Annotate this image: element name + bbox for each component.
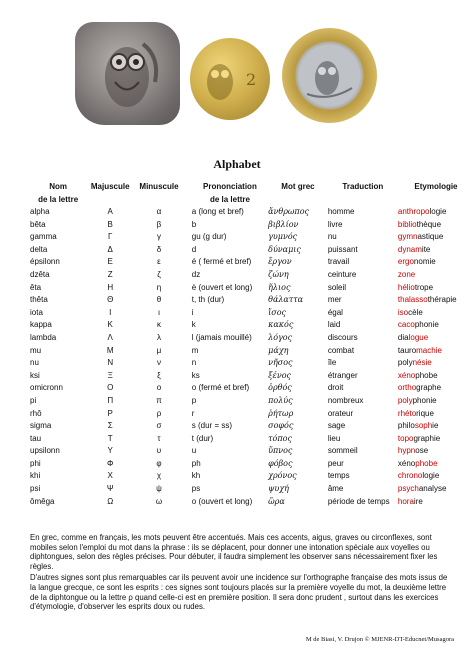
- cell-grec: βιβλίον: [268, 219, 299, 229]
- cell-min: ξ: [157, 370, 161, 380]
- cell-ety: hypnose: [397, 446, 429, 456]
- coin-photos: [0, 0, 474, 150]
- svg-text:2: 2: [246, 70, 257, 89]
- cell-pron: s (dur = ss): [191, 421, 232, 431]
- table-row: [30, 256, 474, 269]
- cell-min: ε: [157, 257, 161, 267]
- cell-maj: Κ: [107, 320, 113, 330]
- cell-maj: Σ: [107, 421, 113, 431]
- cell-pron: r: [191, 408, 195, 418]
- cell-grec: νῆσος: [268, 358, 293, 368]
- euro-coin-image: [282, 28, 377, 123]
- cell-grec: ἄνθρωπος: [268, 207, 309, 216]
- cell-min: χ: [156, 471, 162, 481]
- column-header-lowercase: Minuscule: [139, 182, 179, 191]
- cell-maj: Ψ: [106, 484, 114, 494]
- cell-min: μ: [156, 345, 162, 355]
- cell-grec: ἴσος: [268, 307, 287, 317]
- cell-trad: nombreux: [327, 395, 364, 405]
- cell-ety: rhétorique: [397, 408, 434, 418]
- cell-trad: peur: [327, 458, 344, 468]
- cell-grec: μάχη: [268, 345, 289, 355]
- cell-grec: ἔργον: [268, 257, 292, 267]
- column-header-name: Nom: [49, 182, 68, 191]
- cell-maj: Υ: [107, 446, 113, 456]
- cell-ety: topographie: [397, 433, 441, 443]
- cell-min: α: [156, 207, 162, 216]
- cell-min: η: [156, 282, 162, 292]
- cell-name: êta: [30, 282, 42, 292]
- table-row: [30, 357, 474, 370]
- cell-grec: θάλαττα: [268, 295, 304, 305]
- cell-min: β: [156, 219, 162, 229]
- cell-pron: ph: [191, 458, 201, 468]
- cell-grec: ὕπνος: [268, 446, 293, 456]
- cell-name: dzêta: [30, 269, 50, 279]
- cell-trad: sommeil: [327, 446, 358, 456]
- cell-trad: discours: [327, 332, 358, 342]
- table-body: [30, 206, 474, 508]
- table-row: [30, 408, 474, 421]
- cell-ety: anthropologie: [397, 207, 447, 216]
- cell-pron: a (long et bref): [191, 207, 244, 216]
- cell-min: θ: [156, 295, 162, 305]
- cell-name: tau: [30, 433, 42, 443]
- column-header-translation: Traduction: [342, 182, 384, 191]
- table-row: [30, 395, 474, 408]
- cell-min: υ: [156, 446, 162, 456]
- cell-ety: xénophobe: [397, 458, 438, 468]
- cell-maj: Ω: [107, 496, 114, 506]
- cell-trad: île: [327, 358, 337, 368]
- cell-ety: tauromachie: [397, 345, 442, 355]
- cell-maj: Β: [107, 219, 113, 229]
- cell-pron: l (jamais mouillé): [191, 332, 252, 342]
- cell-pron: gu (g dur): [191, 232, 227, 242]
- cell-name: sigma: [30, 421, 52, 431]
- cell-trad: lieu: [327, 433, 341, 443]
- cell-ety: héliotrope: [397, 282, 434, 292]
- cell-maj: Χ: [107, 471, 113, 481]
- cell-min: ζ: [157, 269, 161, 279]
- table-row: [30, 382, 474, 395]
- cell-name: kappa: [30, 320, 52, 330]
- cell-name: rhô: [30, 408, 42, 418]
- cell-trad: droit: [327, 383, 344, 393]
- cell-grec: ψυχή: [268, 484, 289, 494]
- cell-pron: u: [191, 446, 197, 456]
- cell-pron: o (ouvert et long): [191, 496, 253, 506]
- cell-maj: Π: [107, 395, 114, 405]
- table-row: [30, 345, 474, 358]
- cell-min: κ: [156, 320, 161, 330]
- cell-maj: Η: [107, 282, 114, 292]
- cell-pron: n: [191, 358, 197, 368]
- cell-maj: Α: [107, 207, 113, 216]
- cell-pron: o (fermé et bref): [191, 383, 250, 393]
- cell-ety: gymnastique: [397, 232, 444, 242]
- cell-min: ω: [155, 496, 163, 506]
- cell-ety: bibliothèque: [397, 219, 442, 229]
- cell-maj: Ζ: [107, 269, 113, 279]
- credit-line: M de Biasi, V. Drujon © MJENR-DT-Educnet/Musagora: [305, 636, 454, 643]
- cell-trad: puissant: [327, 244, 358, 254]
- cell-maj: Γ: [108, 232, 113, 242]
- cell-name: bêta: [30, 219, 46, 229]
- cell-name: upsilonn: [30, 446, 60, 456]
- cell-pron: é ( fermé et bref): [191, 257, 252, 267]
- cell-grec: τόπος: [268, 433, 292, 443]
- cell-name: nu: [30, 358, 39, 368]
- cell-grec: ἥλιος: [268, 282, 291, 292]
- cell-min: ο: [156, 383, 162, 393]
- cell-pron: è (ouvert et long): [191, 282, 253, 292]
- table-row: [30, 332, 474, 345]
- cell-name: lambda: [30, 332, 57, 342]
- cell-pron: k: [191, 320, 196, 330]
- cell-grec: ζώνη: [268, 269, 289, 279]
- cell-ety: polynésie: [397, 358, 432, 368]
- cell-grec: ῥήτωρ: [268, 408, 294, 418]
- cell-pron: d: [191, 244, 197, 254]
- cell-ety: cacophonie: [397, 320, 439, 330]
- column-header-greek-word: Mot grec: [281, 182, 315, 191]
- cell-pron: ps: [191, 484, 201, 494]
- cell-ety: xénophobe: [397, 370, 438, 380]
- cell-maj: Ν: [107, 358, 114, 368]
- cell-ety: dialogue: [397, 332, 429, 342]
- cell-trad: âme: [327, 484, 344, 494]
- alphabet-table: [30, 180, 474, 508]
- table-row: [30, 470, 474, 483]
- cell-min: ν: [156, 358, 161, 368]
- cell-pron: dz: [191, 269, 201, 279]
- cell-pron: p: [191, 395, 197, 405]
- cell-name: épsilonn: [30, 257, 60, 267]
- table-row: [30, 244, 474, 257]
- column-header-pronunciation-line2: de la lettre: [209, 195, 250, 204]
- table-row: [30, 294, 474, 307]
- notes: [30, 533, 450, 614]
- table-row: [30, 282, 474, 295]
- cell-pron: t (dur): [191, 433, 214, 443]
- cell-grec: κακός: [268, 320, 294, 330]
- cell-ety: zone: [397, 269, 416, 279]
- table-header-row: [30, 180, 474, 193]
- cell-name: gamma: [30, 232, 57, 242]
- cell-maj: Λ: [107, 332, 113, 342]
- cell-grec: ὥρα: [268, 496, 285, 506]
- cell-trad: égal: [327, 307, 343, 317]
- cell-grec: φόβος: [268, 458, 293, 468]
- cell-min: ρ: [156, 408, 162, 418]
- table-row: [30, 319, 474, 332]
- cell-min: γ: [156, 232, 161, 242]
- cell-maj: Ε: [107, 257, 113, 267]
- cell-grec: δύναμις: [268, 244, 301, 254]
- cell-min: ι: [158, 307, 160, 317]
- cell-trad: laid: [327, 320, 341, 330]
- cell-maj: Φ: [107, 458, 114, 468]
- table-row: [30, 206, 474, 219]
- cell-grec: γυμνός: [268, 232, 298, 242]
- table-row: [30, 433, 474, 446]
- note-esprits: D'autres signes sont plus remarquables car ils peuvent avoir une incidence sur l'orthographe française des mots issus de la langue grecque, ce sont les esprits : ces signes sont toujours placés sur la première voyelle du mot, la deuxième lettre de la diphtongue ou la lettre ρ quand celle-ci est en première position. Il sera donc prudent , surtout dans les exercices d'étymologie, d'observer les esprits doux ou rudes.: [30, 573, 448, 612]
- cell-name: delta: [30, 244, 48, 254]
- cell-min: δ: [156, 244, 162, 254]
- table-row: [30, 231, 474, 244]
- ancient-owl-coin-image: [75, 22, 180, 125]
- cell-name: phi: [30, 458, 41, 468]
- cell-pron: m: [191, 345, 199, 355]
- table-row: [30, 219, 474, 232]
- cell-pron: kh: [191, 471, 201, 481]
- cell-ety: dynamite: [397, 244, 431, 254]
- cell-trad: étranger: [327, 370, 358, 380]
- cell-maj: Θ: [107, 295, 114, 305]
- table-row: [30, 445, 474, 458]
- cell-maj: Τ: [107, 433, 113, 443]
- cell-trad: ceinture: [327, 269, 357, 279]
- table-row: [30, 483, 474, 496]
- cell-pron: b: [191, 219, 197, 229]
- cell-ety: orthographe: [397, 383, 442, 393]
- note-accents: En grec, comme en français, les mots peuvent être accentués. Mais ces accents, aigus, graves ou circonflexes, sont mobiles selon l'emploi du mot dans la phrase : ils se déplacent, pour donner une intonation spéciale aux voyelles ou diphtongues, selon des règles précises. Pour débuter, il faudra simplement les observer sans nécessairement fixer les règles.: [30, 533, 438, 571]
- cell-ety: ergonomie: [397, 257, 436, 267]
- cell-trad: combat: [327, 345, 355, 355]
- cell-name: thêta: [30, 295, 48, 305]
- table-header-row-2: [30, 193, 474, 206]
- drachma-coin-image: [190, 38, 270, 120]
- column-header-etymology: Etymologie: [414, 182, 458, 191]
- cell-min: τ: [157, 433, 161, 443]
- column-header-name-line2: de la lettre: [38, 195, 79, 204]
- cell-trad: sage: [327, 421, 346, 431]
- cell-min: ψ: [156, 484, 162, 494]
- cell-grec: σοφός: [268, 421, 294, 431]
- cell-name: psi: [30, 484, 41, 494]
- cell-pron: ks: [191, 370, 200, 380]
- cell-grec: ξένος: [268, 370, 291, 380]
- cell-trad: période de temps: [327, 496, 390, 506]
- cell-pron: t, th (dur): [191, 295, 225, 305]
- cell-trad: livre: [327, 219, 343, 229]
- cell-grec: χρόνος: [268, 471, 297, 481]
- cell-trad: travail: [327, 257, 350, 267]
- column-header-pronunciation: Prononciation: [203, 182, 257, 191]
- cell-grec: πολύς: [268, 395, 293, 405]
- table-row: [30, 420, 474, 433]
- cell-trad: homme: [327, 207, 355, 216]
- cell-name: iota: [30, 307, 43, 317]
- cell-maj: Ο: [107, 383, 114, 393]
- cell-maj: Ξ: [107, 370, 113, 380]
- cell-ety: isocèle: [397, 307, 423, 317]
- cell-min: σ: [156, 421, 162, 431]
- cell-maj: Δ: [107, 244, 113, 254]
- table-row: [30, 370, 474, 383]
- cell-pron: i: [191, 307, 194, 317]
- cell-maj: Ρ: [107, 408, 113, 418]
- table-row: [30, 307, 474, 320]
- cell-name: ômêga: [30, 496, 55, 506]
- cell-name: khi: [30, 471, 41, 481]
- cell-name: mu: [30, 345, 42, 355]
- table-row: [30, 458, 474, 471]
- cell-name: alpha: [30, 207, 50, 216]
- cell-name: pi: [30, 395, 37, 405]
- cell-name: ksi: [30, 370, 40, 380]
- table-row: [30, 496, 474, 509]
- cell-trad: temps: [327, 471, 350, 481]
- cell-grec: ὀρθός: [268, 383, 292, 393]
- cell-ety: thalassothérapie: [397, 295, 457, 305]
- cell-name: omicronn: [30, 383, 63, 393]
- cell-maj: Ι: [109, 307, 112, 317]
- cell-maj: Μ: [106, 345, 114, 355]
- column-header-uppercase: Majuscule: [90, 182, 130, 191]
- cell-trad: orateur: [327, 408, 354, 418]
- cell-ety: chronologie: [397, 471, 440, 481]
- cell-trad: nu: [327, 232, 337, 242]
- cell-min: π: [156, 395, 162, 405]
- cell-min: φ: [156, 458, 162, 468]
- cell-ety: horaire: [397, 496, 423, 506]
- page-title: Alphabet: [213, 157, 261, 171]
- cell-trad: mer: [327, 295, 342, 305]
- cell-ety: psychanalyse: [397, 484, 447, 494]
- table-row: [30, 269, 474, 282]
- cell-ety: polyphonie: [397, 395, 437, 405]
- cell-ety: philosophie: [397, 421, 439, 431]
- cell-trad: soleil: [327, 282, 347, 292]
- cell-min: λ: [156, 332, 161, 342]
- cell-grec: λόγος: [268, 332, 293, 342]
